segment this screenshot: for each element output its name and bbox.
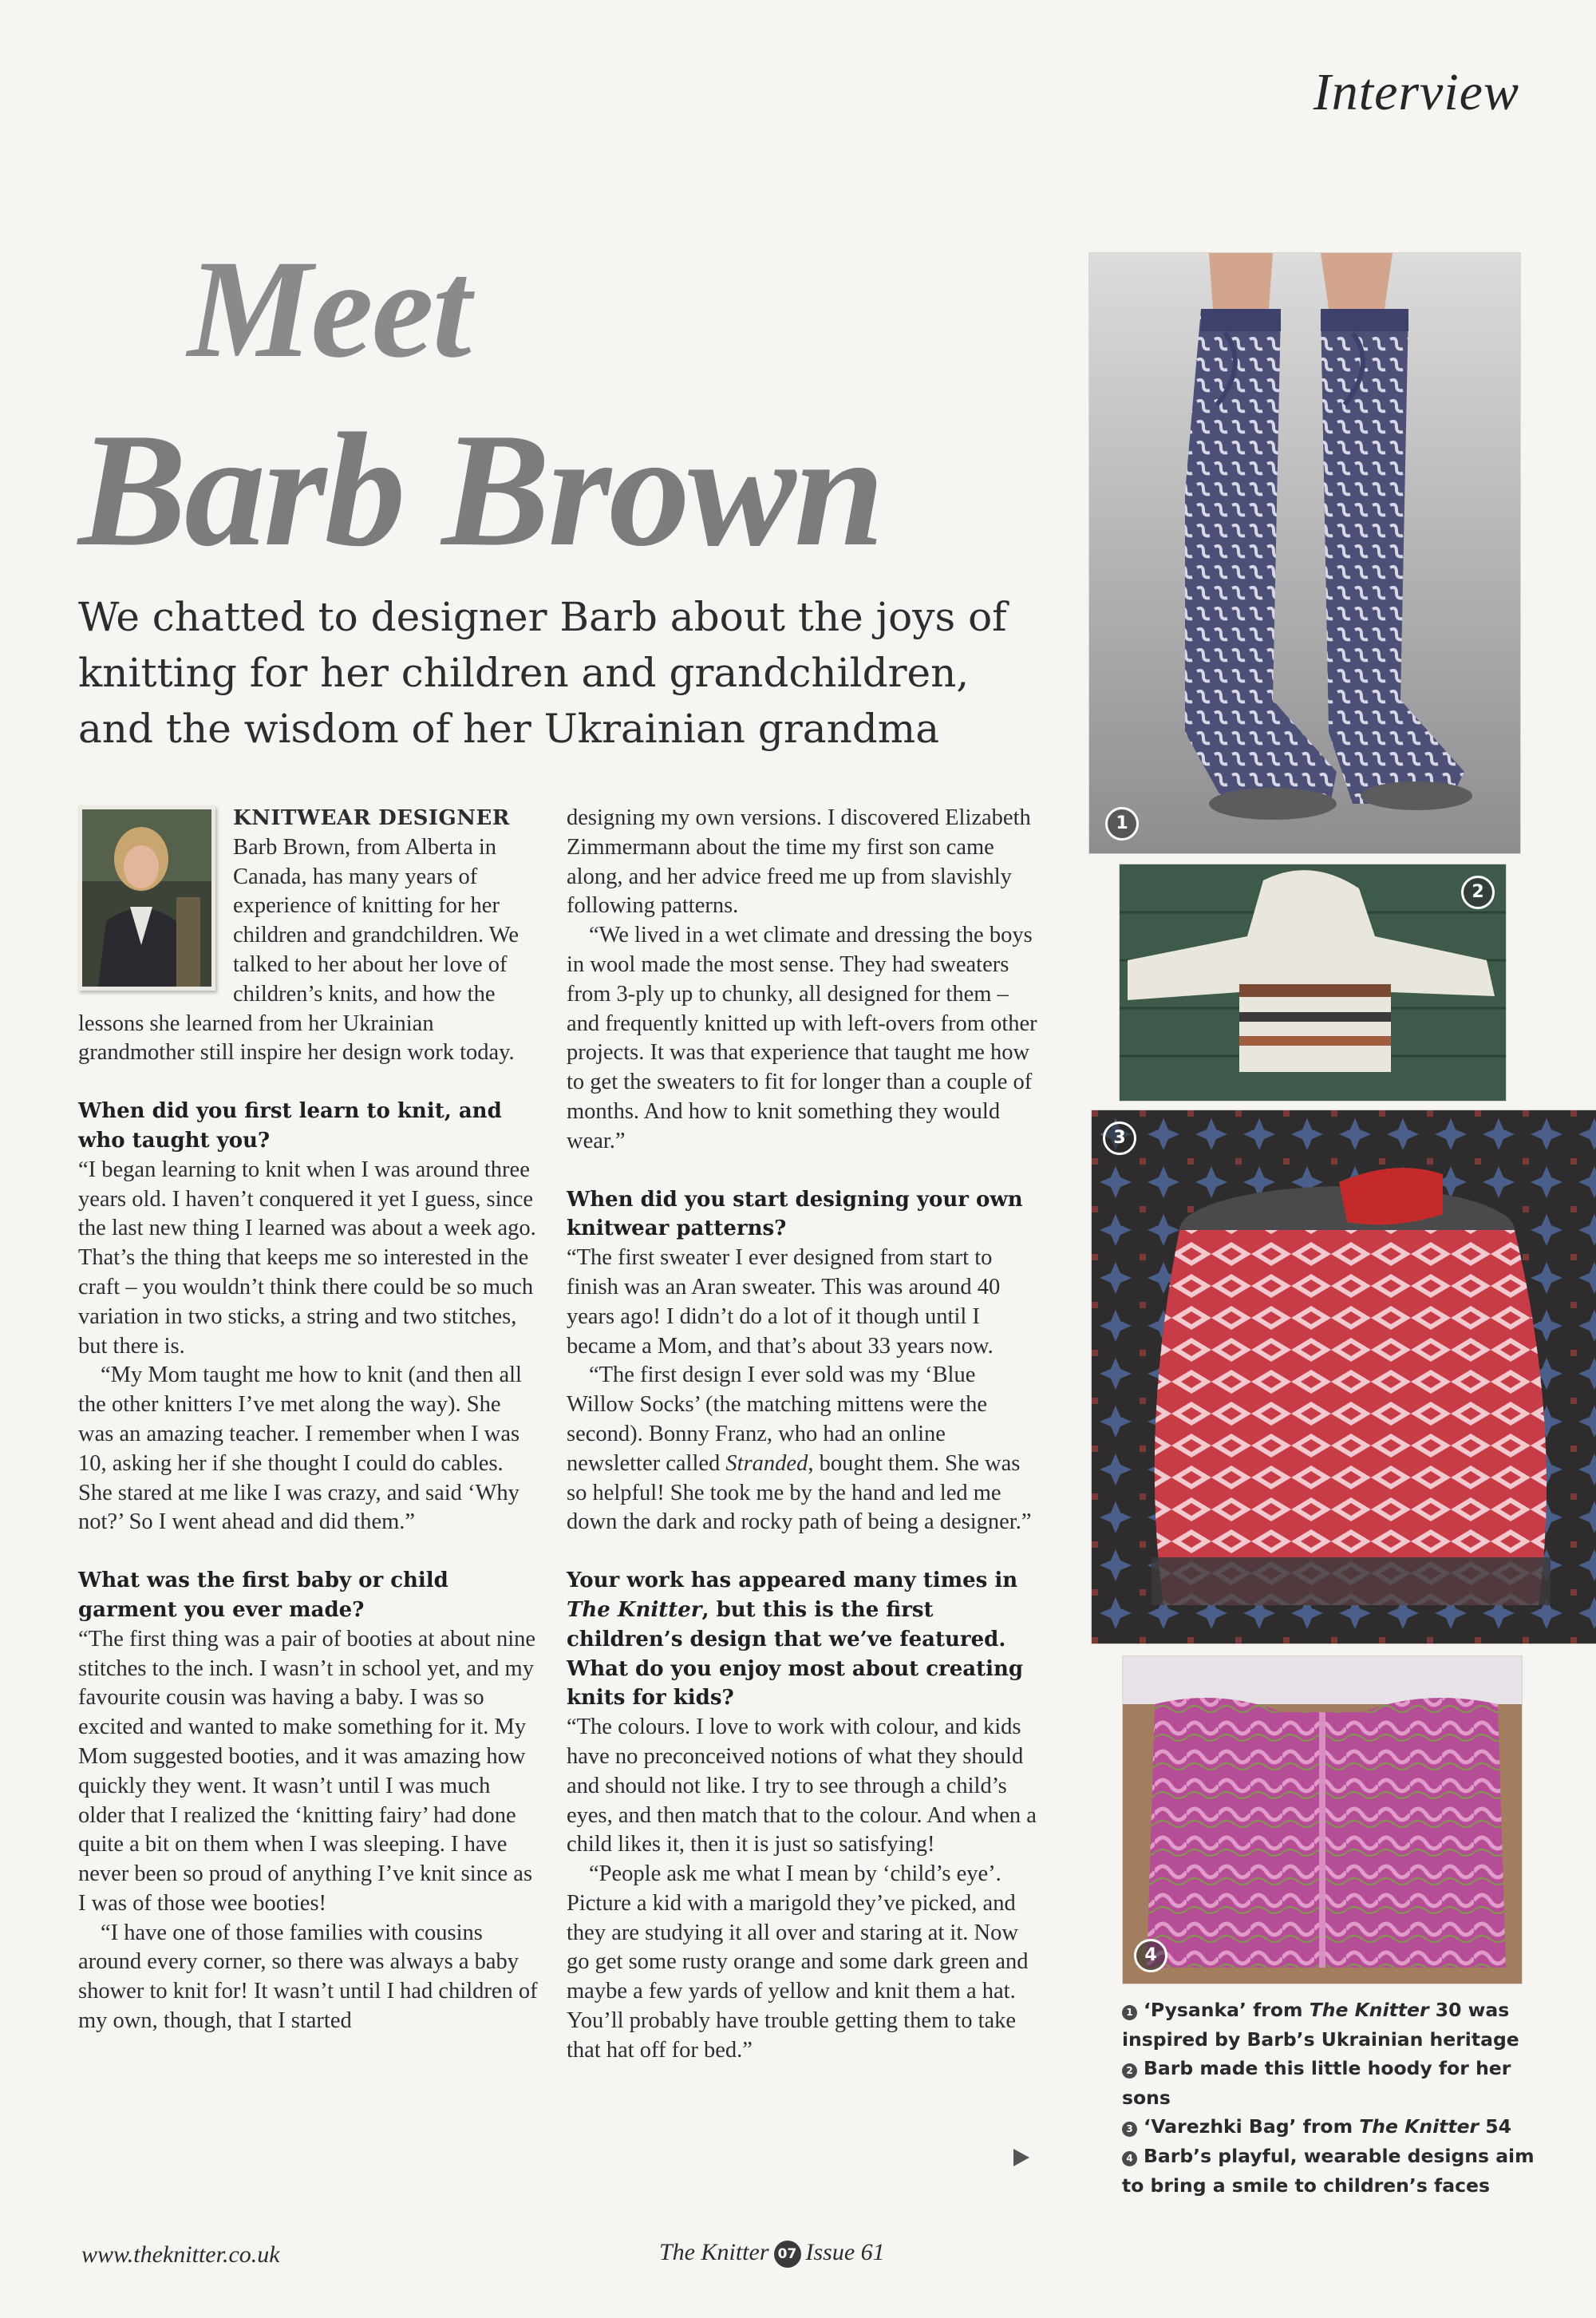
designer-portrait bbox=[78, 805, 215, 991]
text-run: , bought them. She was so helpful! She took me by the hand and led me down the dark and rocky path of being a designer.” bbox=[567, 1450, 1032, 1535]
caption-number: 4 bbox=[1122, 2151, 1137, 2166]
issue-number: Issue 61 bbox=[805, 2239, 885, 2265]
photo-cardigan bbox=[1122, 1655, 1523, 1984]
section-label: Interview bbox=[1313, 63, 1519, 121]
publication-name: Stranded bbox=[725, 1450, 808, 1476]
caption-1 bbox=[1122, 1996, 1537, 2054]
designer-label: KNITWEAR DESIGNER bbox=[233, 806, 510, 830]
paragraph bbox=[567, 1361, 1037, 1537]
title-line-2: Barb Brown bbox=[78, 400, 883, 580]
text-run: 30 was inspired by Barb’s Ukrainian heritage bbox=[1122, 1999, 1519, 2051]
paragraph: “The colours. I love to work with colour, and kids have no preconceived notions of what they should and should not like. I try to see through a child’s eyes, and then match that to the colour. And when a child likes it, then it is just so satisfying! bbox=[567, 1715, 1037, 1857]
photo-number-badge: 4 bbox=[1134, 1939, 1167, 1972]
magazine-name: The Knitter bbox=[659, 2239, 769, 2265]
photo-bag bbox=[1091, 1110, 1596, 1644]
footer-url[interactable]: www.theknitter.co.uk bbox=[81, 2241, 280, 2268]
caption-3 bbox=[1122, 2112, 1537, 2142]
paragraph: designing my own versions. I discovered Elizabeth Zimmermann about the time my first son came along, and her advice freed me up from slavishly following patterns. bbox=[567, 805, 1031, 919]
photo-captions bbox=[1122, 1996, 1537, 2200]
intro-text: Barb Brown, from Alberta in Canada, has many years of experience of knitting for her children and grandchildren. We talked to her about her love of children’s knits, and how the lessons she learned from her Ukrainian grandmother still inspire her design work today. bbox=[78, 834, 519, 1066]
article-column-1 bbox=[78, 804, 541, 2036]
text-run: “The first design I ever sold was my ‘Blue Willow Socks’ (the matching mittens were the second). Bonny Franz, who had an online newsletter called bbox=[567, 1363, 988, 1476]
question-4 bbox=[567, 1566, 1037, 1713]
photo-socks bbox=[1088, 252, 1521, 854]
question-3: When did you start designing your own knitwear patterns? bbox=[567, 1187, 1023, 1241]
continue-arrow-icon bbox=[1013, 2149, 1029, 2166]
caption-number: 2 bbox=[1122, 2063, 1137, 2079]
text-run: , but this is the first children’s design that we’ve featured. What do you enjoy most about creating knits for kids? bbox=[567, 1597, 1024, 1711]
photo-hoody bbox=[1119, 864, 1507, 1102]
text-run: Your work has appeared many times in bbox=[567, 1568, 1018, 1593]
page-number: 07 bbox=[774, 2241, 801, 2268]
paragraph: “I began learning to knit when I was around three years old. I haven’t conquered it yet I guess, since the last new thing I learned was about a week ago. That’s the thing that keeps me so interested in the craft – you wouldn’t think there could be so much variation in two sticks, a string and two stitches, but there is. bbox=[78, 1157, 536, 1359]
text-run: ‘Varezhki Bag’ from bbox=[1144, 2115, 1360, 2138]
question-1: When did you first learn to knit, and who taught you? bbox=[78, 1099, 502, 1153]
text-run: Barb’s playful, wearable designs aim to bring a smile to children’s faces bbox=[1122, 2144, 1535, 2197]
caption-number: 1 bbox=[1122, 2005, 1137, 2020]
magazine-name: The Knitter bbox=[567, 1597, 702, 1622]
standfirst: We chatted to designer Barb about the joys of knitting for her children and grandchildren, and the wisdom of her Ukrainian grandma bbox=[78, 594, 1007, 752]
article-column-2 bbox=[567, 804, 1037, 2066]
paragraph: “The first thing was a pair of booties at about nine stitches to the inch. I wasn’t in school yet, and my favourite cousin was having a baby. I was so excited and wanted to make something for it. My Mom suggested booties, and it was amazing how quickly they went. It wasn’t until I was much older that I realized the ‘knitting fairy’ had done quite a bit on them when I was sleeping. I have never been so proud of anything I’ve knit since as I was of those wee booties! bbox=[78, 1626, 536, 1916]
question-2: What was the first baby or child garment you ever made? bbox=[78, 1568, 448, 1622]
photo-number-badge: 2 bbox=[1461, 876, 1495, 909]
paragraph: “My Mom taught me how to knit (and then all the other knitters I’ve met along the way). She was an amazing teacher. I remember when I was 10, asking her if she thought I could do cables. She stared at me like I was crazy, and said ‘Why not?’ So I went ahead and did them.” bbox=[78, 1363, 522, 1535]
photo-number-badge: 1 bbox=[1105, 807, 1139, 841]
paragraph: “The first sweater I ever designed from start to finish was an Aran sweater. This was around 40 years ago! I didn’t do a lot of it though until I became a Mom, and that’s about 33 years now. bbox=[567, 1245, 1001, 1359]
caption-number: 3 bbox=[1122, 2122, 1137, 2137]
text-run: Barb made this little hoody for her sons bbox=[1122, 2057, 1511, 2109]
paragraph: “We lived in a wet climate and dressing the boys in wool made the most sense. They had sweaters from 3-ply up to chunky, all designed for them – and frequently knitted up with left-overs from other projects. It was that experience that taught me how to get the sweaters to fit for longer than a couple of months. And how to knit something they would wear.” bbox=[567, 923, 1037, 1153]
text-run: 54 bbox=[1479, 2115, 1512, 2138]
footer-issue bbox=[659, 2239, 885, 2268]
paragraph: “People ask me what I mean by ‘child’s eye’. Picture a kid with a marigold they’ve picked, and they are studying it all over and staring at it. Now go get some rusty orange and some dark green and maybe a few yards of yellow and knit them a hat. You’ll probably have trouble getting them to take that hat off for bed.” bbox=[567, 1861, 1029, 2063]
paragraph: “I have one of those families with cousins around every corner, so there was always a baby shower to knit for! It wasn’t until I had children of my own, though, that I started bbox=[78, 1920, 538, 2034]
magazine-name: The Knitter bbox=[1309, 1999, 1429, 2021]
caption-2 bbox=[1122, 2054, 1537, 2112]
magazine-name: The Knitter bbox=[1359, 2115, 1479, 2138]
text-run: ‘Pysanka’ from bbox=[1144, 1999, 1310, 2021]
caption-4 bbox=[1122, 2142, 1537, 2200]
title-line-1: Meet bbox=[188, 231, 470, 387]
photo-number-badge: 3 bbox=[1103, 1121, 1136, 1155]
